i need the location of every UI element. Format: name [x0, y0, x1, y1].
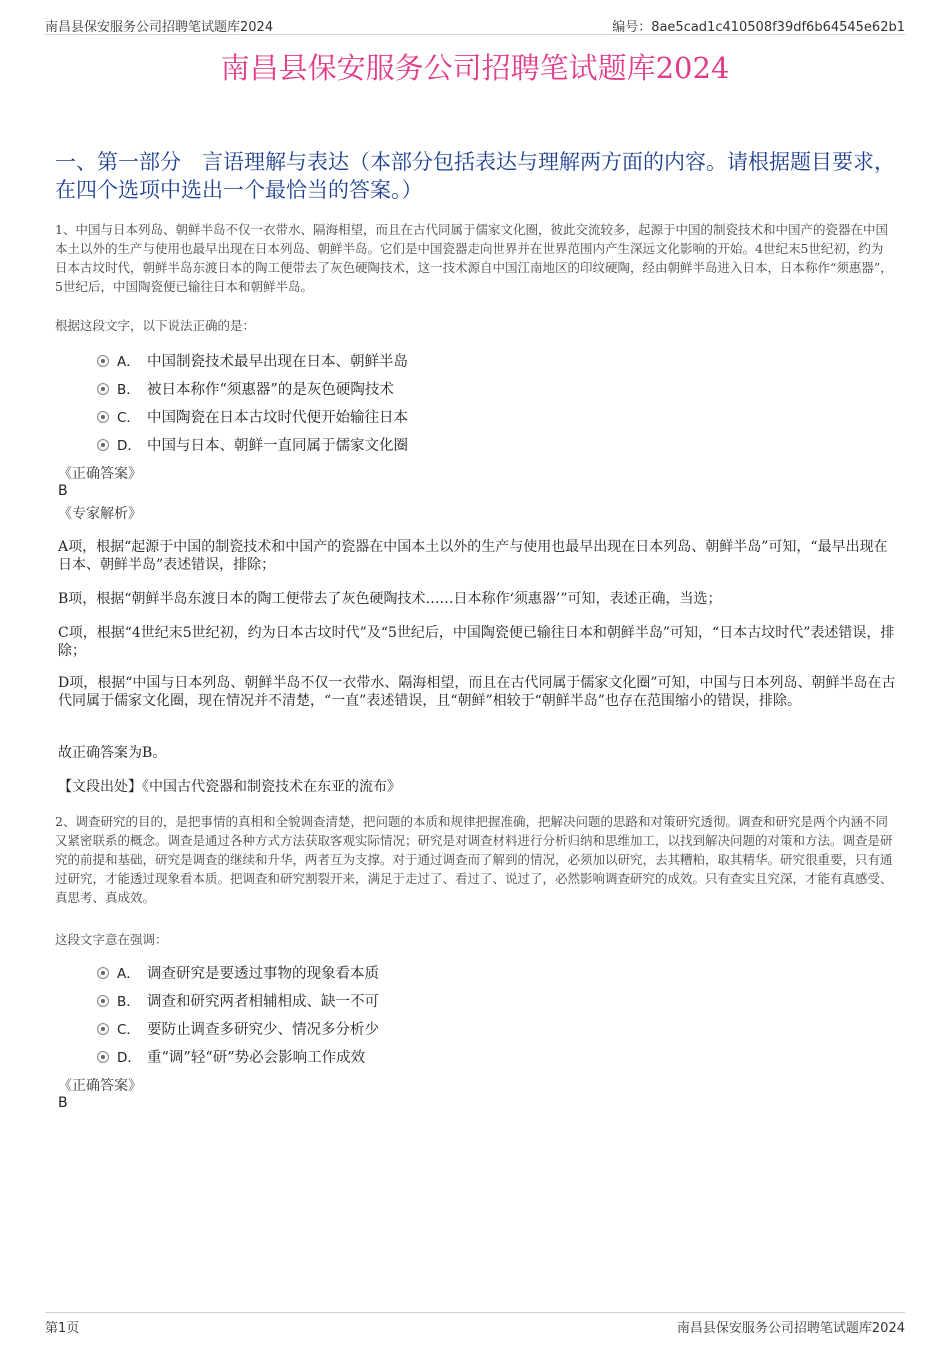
- option-text: 要防止调查多研究少、情况多分析少: [147, 1022, 379, 1038]
- option-letter: D．: [117, 438, 141, 454]
- option-letter: C．: [117, 410, 140, 426]
- page-title: 南昌县保安服务公司招聘笔试题库2024: [220, 51, 730, 85]
- option-d[interactable]: [95, 430, 855, 458]
- radio-icon[interactable]: [97, 1023, 109, 1035]
- answer-value: B: [58, 1095, 68, 1111]
- option-c[interactable]: [95, 1014, 855, 1042]
- radio-icon[interactable]: [97, 383, 109, 395]
- answer-label: 《正确答案》: [58, 1078, 142, 1094]
- radio-icon[interactable]: [97, 995, 109, 1007]
- option-text: 中国陶瓷在日本古坟时代便开始输往日本: [147, 410, 408, 426]
- option-letter: D．: [117, 1050, 141, 1066]
- analysis-d: D项，根据“中国与日本列岛、朝鲜半岛不仅一衣带水、隔海相望，而且在古代同属于儒家文化圈”可知，中国与日本列岛、朝鲜半岛在古代同属于儒家文化圈，现在情况并不清楚，“一直”表述错误，且“朝鲜”相较于“朝鲜半岛”也存在范围缩小的错误，排除。: [58, 675, 896, 709]
- question-1-prompt: 根据这段文字，以下说法正确的是：: [55, 318, 256, 333]
- option-d[interactable]: [95, 1042, 855, 1070]
- option-text: 调查研究是要透过事物的现象看本质: [147, 966, 379, 982]
- option-text: 中国与日本、朝鲜一直同属于儒家文化圈: [147, 438, 408, 454]
- question-1-passage: 1、中国与日本列岛、朝鲜半岛不仅一衣带水、隔海相望，而且在古代同属于儒家文化圈，彼此交流较多，起源于中国的制瓷技术和中国产的瓷器在中国本土以外的生产与使用也最早出现在日本列岛、朝鲜半岛。它们是中国瓷器走向世界并在世界范围内产生深远文化影响的开始。4世纪末5世纪初，约为日本古坟时代，朝鲜半岛东渡日本的陶工便带去了灰色硬陶技术，这一技术源自中国江南地区的印纹硬陶，经由朝鲜半岛进入日本，日本称作“须惠器”，5世纪后，中国陶瓷便已输往日本和朝鲜半岛。: [55, 222, 893, 294]
- page-footer: [45, 1312, 905, 1335]
- page-header: [45, 14, 905, 35]
- option-letter: C．: [117, 1022, 140, 1038]
- radio-icon[interactable]: [97, 439, 109, 451]
- footer-doc-title: 南昌县保安服务公司招聘笔试题库2024: [676, 1321, 905, 1336]
- option-text: 被日本称作“须惠器”的是灰色硬陶技术: [147, 382, 394, 398]
- question-1-options: [95, 346, 855, 458]
- answer-label: 《正确答案》: [58, 466, 142, 482]
- question-1: [55, 220, 895, 296]
- option-a[interactable]: [95, 346, 855, 374]
- analysis-conclusion: 故正确答案为B。: [58, 745, 167, 761]
- analysis-b: B项，根据“朝鲜半岛东渡日本的陶工便带去了灰色硬陶技术……日本称作‘须惠器’”可知，表述正确，当选；: [58, 591, 722, 607]
- radio-icon[interactable]: [97, 1051, 109, 1063]
- header-doc-title: 南昌县保安服务公司招聘笔试题库2024: [45, 20, 274, 35]
- answer-value: B: [58, 483, 68, 499]
- option-letter: B．: [117, 994, 140, 1010]
- analysis-source: 【文段出处】《中国古代瓷器和制瓷技术在东亚的流布》: [58, 779, 401, 795]
- analysis-a: A项，根据“起源于中国的制瓷技术和中国产的瓷器在中国本土以外的生产与使用也最早出现在日本列岛、朝鲜半岛”可知，“最早出现在日本、朝鲜半岛”表述错误，排除；: [58, 539, 888, 573]
- question-2-options: [95, 958, 855, 1070]
- question-2: [55, 812, 895, 907]
- option-b[interactable]: [95, 374, 855, 402]
- page-number: 第1页: [45, 1321, 80, 1336]
- option-c[interactable]: [95, 402, 855, 430]
- option-a[interactable]: [95, 958, 855, 986]
- radio-icon[interactable]: [97, 355, 109, 367]
- analysis-c: C项，根据“4世纪末5世纪初，约为日本古坟时代”及“5世纪后，中国陶瓷便已输往日本和朝鲜半岛”可知，“日本古坟时代”表述错误，排除；: [58, 625, 895, 659]
- option-b[interactable]: [95, 986, 855, 1014]
- option-text: 中国制瓷技术最早出现在日本、朝鲜半岛: [147, 354, 408, 370]
- option-letter: A．: [117, 354, 140, 370]
- radio-icon[interactable]: [97, 967, 109, 979]
- option-text: 重“调”轻“研”势必会影响工作成效: [147, 1050, 366, 1066]
- option-letter: A．: [117, 966, 140, 982]
- option-letter: B．: [117, 382, 140, 398]
- header-doc-id: 编号：8ae5cad1c410508f39df6b64545e62b1: [612, 20, 905, 35]
- option-text: 调查和研究两者相辅相成、缺一不可: [147, 994, 379, 1010]
- question-2-prompt: 这段文字意在强调：: [55, 932, 168, 947]
- analysis-label: 《专家解析》: [58, 506, 142, 522]
- radio-icon[interactable]: [97, 411, 109, 423]
- section-heading: 一、第一部分 言语理解与表达（本部分包括表达与理解两方面的内容。请根据题目要求，在四个选项中选出一个最恰当的答案。）: [55, 150, 895, 202]
- question-2-passage: 2、调查研究的目的，是把事情的真相和全貌调查清楚，把问题的本质和规律把握准确，把解决问题的思路和对策研究透彻。调查和研究是两个内涵不同又紧密联系的概念。调查是通过各种方式方法获取客观实际情况；研究是对调查材料进行分析归纳和思维加工，以找到解决问题的对策和方法。调查是研究的前提和基础，研究是调查的继续和升华，两者互为支撑。对于通过调查而了解到的情况，必须加以研究，去其糟粕，取其精华。研究很重要，只有通过研究，才能透过现象看本质。把调查和研究割裂开来，满足于走过了、看过了、说过了，必然影响调查研究的成效。只有查实且究深，才能有真感受、真思考、真成效。: [55, 814, 893, 905]
